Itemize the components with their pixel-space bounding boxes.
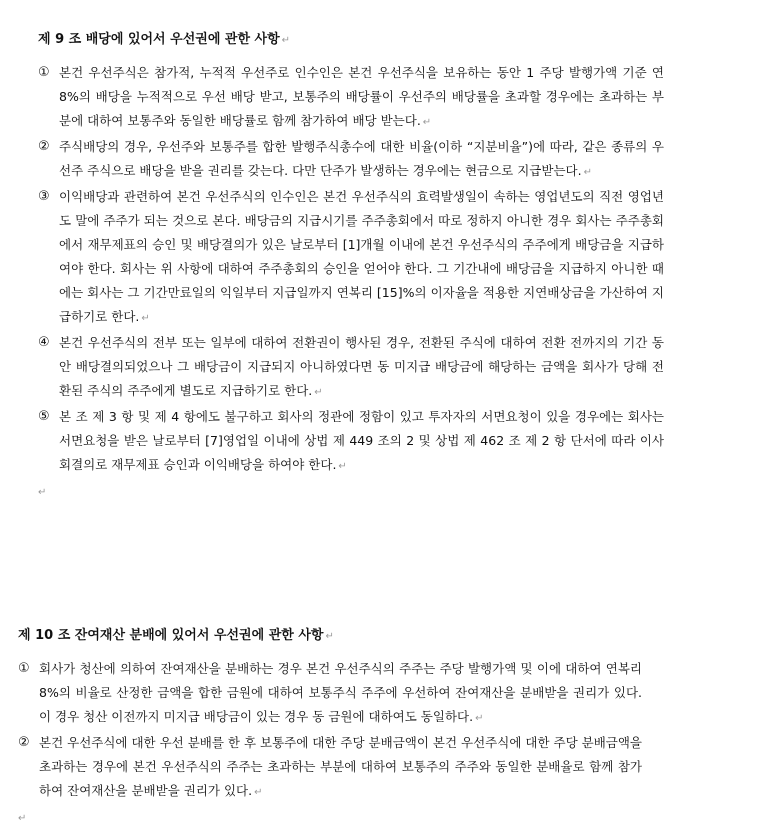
item-number: ② xyxy=(38,139,50,154)
paragraph-mark-icon: ↵ xyxy=(314,387,323,398)
item-text: 본건 우선주식의 전부 또는 일부에 대하여 전환권이 행사된 경우, 전환된 주식에 대하여 전환 전까지의 기간 동안 배당결의되었으나 그 배당금이 지급되지 아니하였다면 동 미지급 배당금에 해당하는 금액을 회사가 당해 전환된 주식의 주주에게 별도로 지급하기로 한다. xyxy=(59,335,664,398)
article-9-item-5 xyxy=(38,405,664,479)
article-9-heading xyxy=(38,28,664,47)
article-10-heading xyxy=(18,624,642,643)
article-9-section xyxy=(38,28,664,503)
paragraph-mark-icon: ↵ xyxy=(338,461,347,472)
paragraph-mark-icon: ↵ xyxy=(38,487,47,498)
article-9-item-3 xyxy=(38,185,664,331)
paragraph-mark-icon: ↵ xyxy=(422,117,432,128)
paragraph-mark-icon: ↵ xyxy=(141,313,150,324)
article-9-item-4 xyxy=(38,331,664,405)
article-10-item-2 xyxy=(18,731,642,805)
article-10-section xyxy=(18,624,642,829)
paragraph-mark-icon: ↵ xyxy=(583,167,592,178)
item-text: 본건 우선주식에 대한 우선 분배를 한 후 보통주에 대한 주당 분배금액이 본건 우선주식에 대한 주당 분배금액을 초과하는 경우에 본건 우선주식의 주주는 초과하는 부분에 대하여 보통주의 주주와 동일한 분배율로 함께 참가하여 잔여재산을 분배받을 권리가 있다. xyxy=(39,735,642,798)
item-text: 본 조 제 3 항 및 제 4 항에도 불구하고 회사의 정관에 정함이 있고 투자자의 서면요청이 있을 경우에는 회사는 서면요청을 받은 날로부터 [7]영업일 이내에 상법 제 449 조의 2 및 상법 제 462 조 제 2 항 단서에 따라 이사회결의로 재무제표 승인과 이익배당을 하여야 한다. xyxy=(59,409,664,472)
item-text: 주식배당의 경우, 우선주와 보통주를 합한 발행주식총수에 대한 비율(이하 “지분비율”)에 따라, 같은 종류의 우선주 주식으로 배당을 받을 권리를 갖는다. 다만 단주가 발생하는 경우에는 현금으로 지급받는다. xyxy=(59,139,664,178)
paragraph-mark-icon: ↵ xyxy=(254,787,263,798)
article-10-heading-text: 제 10 조 잔여재산 분배에 있어서 우선권에 관한 사항 xyxy=(18,628,324,643)
item-text: 회사가 청산에 의하여 잔여재산을 분배하는 경우 본건 우선주식의 주주는 주당 발행가액 및 이에 대하여 연복리 8%의 비율로 산정한 금액을 합한 금원에 대하여 보통주식 주주에 우선하여 잔여재산을 분배받을 권리가 있다. 이 경우 청산 이전까지 미지급 배당금이 있는 경우 동 금원에 대하여도 동일하다. xyxy=(39,661,642,724)
item-number: ① xyxy=(18,661,30,676)
item-number: ① xyxy=(38,65,50,80)
paragraph-mark-icon: ↵ xyxy=(475,713,484,724)
item-text: 이익배당과 관련하여 본건 우선주식의 인수인은 본건 우선주식의 효력발생일이 속하는 영업년도의 직전 영업년도 말에 주주가 되는 것으로 본다. 배당금의 지급시기를 주주총회에서 따로 정하지 아니한 경우 회사는 주주총회에서 재무제표의 승인 및 배당결의가 있은 날로부터 [1]개월 이내에 본건 우선주식의 주주에게 배당금을 지급하여야 한다. 회사는 위 사항에 대하여 주주총회의 승인을 얻어야 한다. 그 기간내에 배당금을 지급하지 아니한 때에는 회사는 그 기간만료일의 익일부터 지급일까지 연복리 [15]%의 이자율을 적용한 지연배상금을 가산하여 지급하기로 한다. xyxy=(59,189,664,324)
item-number: ⑤ xyxy=(38,409,50,424)
item-number: ③ xyxy=(38,189,50,204)
paragraph-mark-icon: ↵ xyxy=(325,631,334,642)
empty-paragraph xyxy=(18,805,642,829)
paragraph-mark-icon: ↵ xyxy=(18,813,27,824)
article-9-item-1 xyxy=(38,61,664,135)
article-10-item-1 xyxy=(18,657,642,731)
article-9-item-2 xyxy=(38,135,664,185)
empty-paragraph xyxy=(38,479,664,503)
item-number: ④ xyxy=(38,335,50,350)
item-number: ② xyxy=(18,735,30,750)
article-9-heading-text: 제 9 조 배당에 있어서 우선권에 관한 사항 xyxy=(38,32,280,47)
paragraph-mark-icon: ↵ xyxy=(281,35,291,46)
item-text: 본건 우선주식은 참가적, 누적적 우선주로 인수인은 본건 우선주식을 보유하는 동안 1 주당 발행가액 기준 연 8%의 배당을 누적적으로 우선 배당 받고, 보통주의 배당률이 우선주의 배당률을 초과할 경우에는 초과하는 부분에 대하여 보통주와 동일한 배당률로 함께 참가하여 배당 받는다. xyxy=(59,65,664,128)
